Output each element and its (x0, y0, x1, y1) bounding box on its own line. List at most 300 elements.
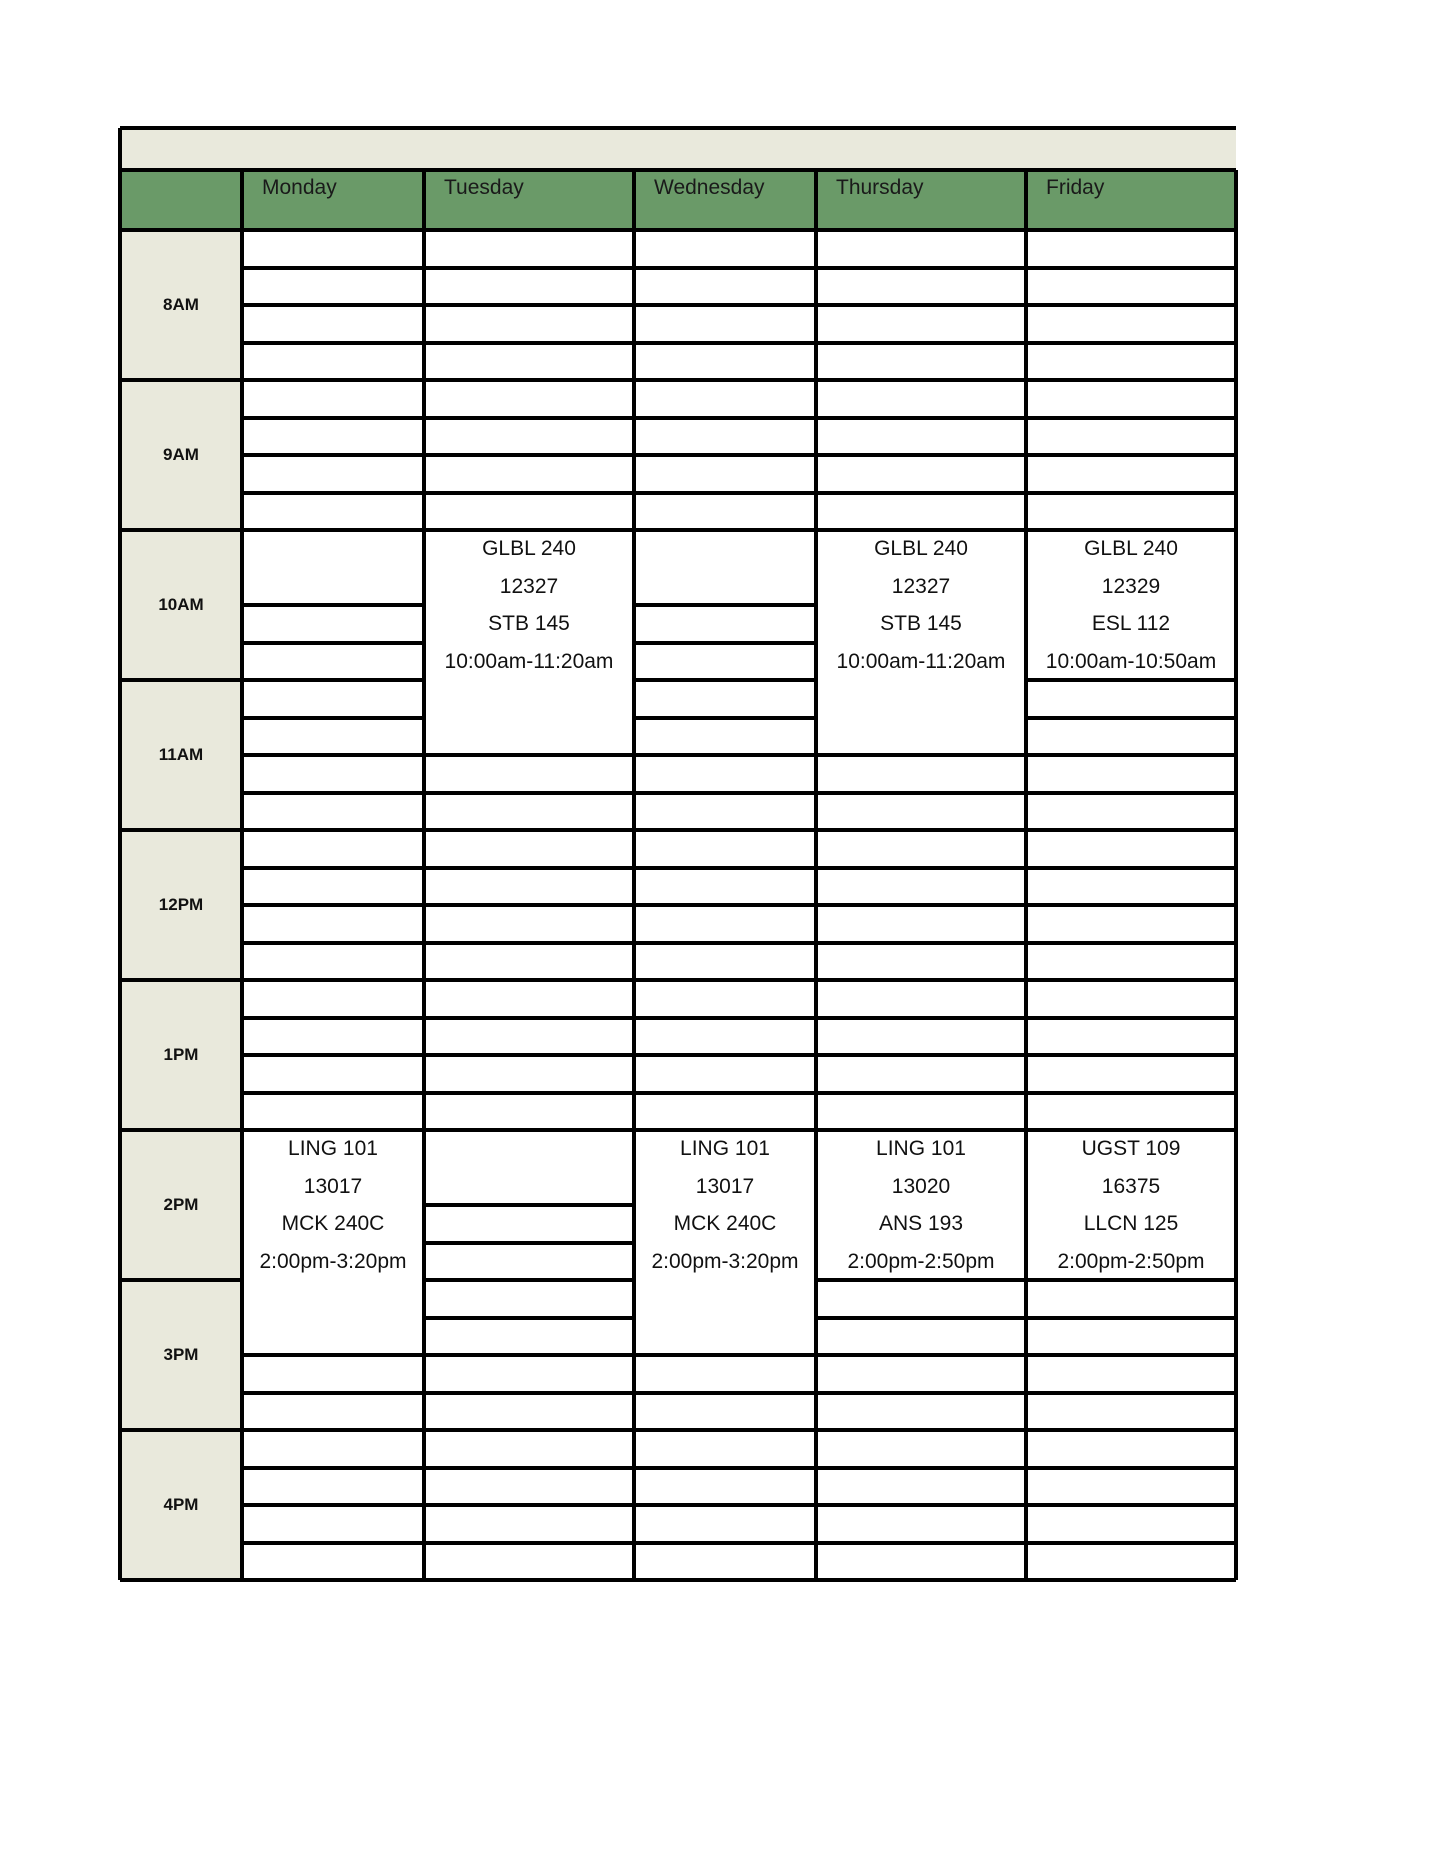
grid-line (242, 303, 424, 307)
schedule-slot[interactable] (242, 305, 424, 343)
schedule-slot[interactable] (1026, 1468, 1236, 1506)
day-header-tuesday (424, 170, 634, 230)
grid-line (424, 941, 634, 945)
grid-line (634, 1016, 816, 1020)
course-room: ANS 193 (878, 1212, 964, 1235)
grid-line (242, 716, 424, 720)
schedule-slot[interactable] (816, 493, 1026, 531)
schedule-slot[interactable] (1026, 905, 1236, 943)
grid-line (816, 828, 1026, 832)
course-block[interactable] (1026, 1130, 1236, 1280)
grid-line (634, 303, 816, 307)
grid-line (424, 228, 634, 232)
schedule-slot[interactable] (816, 830, 1026, 868)
grid-line (120, 1128, 242, 1132)
course-time: 2:00pm-2:50pm (847, 1249, 995, 1273)
schedule-slot[interactable] (242, 1505, 424, 1543)
grid-line (634, 266, 816, 270)
schedule-slot[interactable] (424, 1055, 634, 1093)
course-room: MCK 240C (281, 1212, 385, 1235)
grid-line (242, 416, 424, 420)
grid-line (242, 641, 424, 645)
grid-line (120, 528, 242, 532)
grid-line (242, 378, 424, 382)
grid-line (816, 1466, 1026, 1470)
schedule-slot[interactable] (634, 1018, 816, 1056)
grid-line (816, 266, 1026, 270)
schedule-slot[interactable] (634, 1355, 816, 1393)
grid-line (242, 1541, 424, 1545)
schedule-slot-merged[interactable] (634, 530, 816, 605)
schedule-slot[interactable] (242, 1093, 424, 1131)
schedule-slot[interactable] (816, 1468, 1026, 1506)
schedule-slot-merged[interactable] (242, 530, 424, 605)
schedule-slot[interactable] (1026, 455, 1236, 493)
schedule-slot[interactable] (424, 1243, 634, 1281)
schedule-slot[interactable] (816, 905, 1026, 943)
schedule-slot[interactable] (242, 643, 424, 681)
grid-line (422, 170, 426, 1580)
schedule-slot[interactable] (1026, 868, 1236, 906)
grid-line (424, 303, 634, 307)
grid-line (634, 228, 816, 232)
time-label-1pm: 1PM (120, 980, 242, 1130)
schedule-slot[interactable] (424, 1318, 634, 1356)
header-corner (120, 170, 242, 230)
grid-line (424, 341, 634, 345)
grid-line (1026, 1466, 1236, 1470)
day-header-thursday (816, 170, 1026, 230)
grid-line (424, 1578, 634, 1582)
grid-line (424, 1241, 634, 1245)
course-crn: 12327 (891, 574, 951, 598)
grid-line (120, 1578, 242, 1582)
schedule-slot[interactable] (1026, 1393, 1236, 1431)
schedule-slot[interactable] (816, 793, 1026, 831)
grid-line (120, 1278, 242, 1282)
grid-line (242, 1503, 424, 1507)
grid-line (816, 1428, 1026, 1432)
grid-line (1026, 1428, 1236, 1432)
grid-line (242, 1016, 424, 1020)
schedule-slot[interactable] (1026, 1355, 1236, 1393)
schedule-slot[interactable] (816, 1093, 1026, 1131)
grid-line (424, 1016, 634, 1020)
course-room: STB 145 (488, 612, 570, 635)
schedule-slot[interactable] (242, 605, 424, 643)
schedule-slot[interactable] (634, 305, 816, 343)
course-code: GLBL 240 (482, 537, 576, 560)
schedule-slot[interactable] (1026, 943, 1236, 981)
schedule-slot[interactable] (424, 1430, 634, 1468)
schedule-slot[interactable] (634, 455, 816, 493)
schedule-slot[interactable] (634, 943, 816, 981)
schedule-slot[interactable] (242, 905, 424, 943)
schedule-slot[interactable] (1026, 268, 1236, 306)
schedule-slot[interactable] (424, 980, 634, 1018)
schedule-slot[interactable] (424, 1355, 634, 1393)
schedule-slot[interactable] (1026, 755, 1236, 793)
schedule-slot[interactable] (816, 1280, 1026, 1318)
schedule-slot[interactable] (1026, 1430, 1236, 1468)
schedule-slot[interactable] (1026, 680, 1236, 718)
schedule-slot[interactable] (816, 943, 1026, 981)
schedule-slot[interactable] (1026, 1093, 1236, 1131)
grid-line (1026, 678, 1236, 682)
schedule-slot[interactable] (634, 1430, 816, 1468)
schedule-slot[interactable] (424, 793, 634, 831)
schedule-slot[interactable] (1026, 830, 1236, 868)
grid-line (1026, 266, 1236, 270)
grid-line (120, 828, 242, 832)
schedule-slot[interactable] (242, 718, 424, 756)
day-label-monday: Monday (262, 176, 337, 199)
grid-line (814, 170, 818, 1580)
grid-line (1026, 903, 1236, 907)
course-block[interactable] (424, 530, 634, 755)
schedule-slot[interactable] (424, 1205, 634, 1243)
schedule-slot[interactable] (242, 268, 424, 306)
grid-line (634, 1578, 816, 1582)
schedule-slot[interactable] (424, 755, 634, 793)
schedule-slot[interactable] (424, 493, 634, 531)
schedule-slot[interactable] (634, 343, 816, 381)
grid-line (242, 941, 424, 945)
schedule-slot[interactable] (424, 1393, 634, 1431)
schedule-slot[interactable] (242, 1355, 424, 1393)
grid-line (634, 603, 816, 607)
schedule-slot[interactable] (242, 980, 424, 1018)
schedule-slot[interactable] (242, 830, 424, 868)
grid-line (632, 170, 636, 1580)
schedule-slot[interactable] (816, 418, 1026, 456)
schedule-slot[interactable] (242, 755, 424, 793)
schedule-slot[interactable] (634, 680, 816, 718)
schedule-slot[interactable] (424, 1018, 634, 1056)
grid-line (816, 1391, 1026, 1395)
schedule-slot[interactable] (424, 418, 634, 456)
grid-line (634, 791, 816, 795)
grid-line (424, 866, 634, 870)
schedule-slot[interactable] (424, 305, 634, 343)
schedule-slot[interactable] (424, 1093, 634, 1131)
grid-line (816, 941, 1026, 945)
grid-line (634, 1128, 816, 1132)
grid-line (634, 1091, 816, 1095)
course-time: 10:00am-10:50am (1045, 649, 1217, 673)
course-code: LING 101 (680, 1137, 770, 1160)
grid-line (634, 1541, 816, 1545)
time-label-9am: 9AM (120, 380, 242, 530)
schedule-slot[interactable] (242, 1055, 424, 1093)
course-block[interactable] (816, 530, 1026, 755)
schedule-slot[interactable] (242, 230, 424, 268)
grid-line (242, 1578, 424, 1582)
schedule-slot[interactable] (634, 493, 816, 531)
grid-line (120, 378, 242, 382)
schedule-slot[interactable] (1026, 418, 1236, 456)
schedule-slot[interactable] (1026, 493, 1236, 531)
grid-line (1026, 716, 1236, 720)
schedule-slot[interactable] (634, 1468, 816, 1506)
schedule-slot[interactable] (1026, 343, 1236, 381)
grid-line (242, 753, 424, 757)
grid-line (424, 1466, 634, 1470)
grid-line (424, 753, 634, 757)
schedule-slot[interactable] (242, 493, 424, 531)
schedule-slot[interactable] (634, 1505, 816, 1543)
grid-line (1026, 453, 1236, 457)
schedule-slot[interactable] (242, 1393, 424, 1431)
schedule-slot[interactable] (424, 1280, 634, 1318)
schedule-slot[interactable] (242, 1018, 424, 1056)
grid-line (816, 1016, 1026, 1020)
schedule-slot[interactable] (634, 905, 816, 943)
grid-line (634, 341, 816, 345)
grid-line (816, 791, 1026, 795)
grid-line (816, 1503, 1026, 1507)
grid-line (816, 1316, 1026, 1320)
time-label-8am: 8AM (120, 230, 242, 380)
schedule-slot[interactable] (1026, 1018, 1236, 1056)
grid-line (1026, 1016, 1236, 1020)
schedule-slot[interactable] (816, 980, 1026, 1018)
course-block[interactable] (634, 1130, 816, 1355)
schedule-slot[interactable] (816, 1055, 1026, 1093)
schedule-slot[interactable] (816, 1318, 1026, 1356)
course-crn: 12327 (499, 574, 559, 598)
schedule-slot[interactable] (1026, 1280, 1236, 1318)
schedule-slot[interactable] (424, 343, 634, 381)
schedule-slot[interactable] (634, 643, 816, 681)
schedule-slot[interactable] (1026, 718, 1236, 756)
schedule-slot[interactable] (634, 1093, 816, 1131)
schedule-slot[interactable] (424, 905, 634, 943)
schedule-slot[interactable] (1026, 793, 1236, 831)
grid-line (120, 678, 242, 682)
schedule-slot[interactable] (816, 268, 1026, 306)
grid-line (1026, 416, 1236, 420)
schedule-slot[interactable] (634, 980, 816, 1018)
schedule-slot[interactable] (816, 1393, 1026, 1431)
schedule-slot[interactable] (634, 1393, 816, 1431)
course-code: LING 101 (876, 1137, 966, 1160)
course-crn: 12329 (1101, 574, 1161, 598)
grid-line (816, 228, 1026, 232)
schedule-slot[interactable] (424, 230, 634, 268)
course-crn: 13020 (891, 1174, 951, 1198)
schedule-slot[interactable] (816, 868, 1026, 906)
grid-line (242, 828, 424, 832)
schedule-slot[interactable] (816, 1505, 1026, 1543)
grid-line (424, 378, 634, 382)
course-room: MCK 240C (673, 1212, 777, 1235)
grid-line (634, 641, 816, 645)
schedule-slot[interactable] (634, 755, 816, 793)
grid-line (242, 866, 424, 870)
schedule-slot[interactable] (424, 830, 634, 868)
schedule-slot[interactable] (816, 305, 1026, 343)
grid-line (634, 453, 816, 457)
grid-line (1234, 170, 1238, 1580)
grid-line (424, 1503, 634, 1507)
schedule-slot-merged[interactable] (424, 1130, 634, 1205)
schedule-slot[interactable] (242, 1543, 424, 1581)
grid-line (242, 678, 424, 682)
schedule-slot[interactable] (816, 343, 1026, 381)
grid-line (242, 266, 424, 270)
grid-line (242, 491, 424, 495)
grid-line (634, 828, 816, 832)
schedule-slot[interactable] (242, 1468, 424, 1506)
day-label-wednesday: Wednesday (654, 176, 765, 199)
grid-line (634, 1053, 816, 1057)
schedule-slot[interactable] (816, 755, 1026, 793)
schedule-slot[interactable] (634, 380, 816, 418)
grid-line (424, 491, 634, 495)
course-block[interactable] (1026, 530, 1236, 680)
grid-line (1026, 828, 1236, 832)
schedule-slot[interactable] (1026, 1505, 1236, 1543)
grid-line (424, 416, 634, 420)
schedule-title-bar (120, 128, 1236, 170)
grid-line (424, 266, 634, 270)
schedule-slot[interactable] (424, 268, 634, 306)
grid-line (1026, 1578, 1236, 1582)
course-block[interactable] (242, 1130, 424, 1355)
schedule-slot[interactable] (1026, 1055, 1236, 1093)
time-label-4pm: 4PM (120, 1430, 242, 1580)
grid-line (634, 1428, 816, 1432)
schedule-slot[interactable] (1026, 1543, 1236, 1581)
grid-line (816, 341, 1026, 345)
schedule-slot[interactable] (634, 1055, 816, 1093)
course-block[interactable] (816, 1130, 1026, 1280)
grid-line (120, 228, 242, 232)
schedule-slot[interactable] (816, 230, 1026, 268)
time-label-3pm: 3PM (120, 1280, 242, 1430)
grid-line (242, 1466, 424, 1470)
grid-line (242, 1428, 424, 1432)
grid-line (424, 528, 634, 532)
schedule-slot[interactable] (1026, 230, 1236, 268)
grid-line (242, 528, 424, 532)
schedule-slot[interactable] (424, 1505, 634, 1543)
schedule-slot[interactable] (816, 380, 1026, 418)
schedule-slot[interactable] (242, 455, 424, 493)
course-time: 10:00am-11:20am (836, 649, 1006, 673)
schedule-slot[interactable] (424, 868, 634, 906)
schedule-slot[interactable] (634, 605, 816, 643)
course-code: UGST 109 (1081, 1137, 1181, 1160)
schedule-slot[interactable] (634, 718, 816, 756)
schedule-slot[interactable] (634, 830, 816, 868)
day-label-thursday: Thursday (836, 176, 924, 199)
grid-line (816, 1053, 1026, 1057)
schedule-slot[interactable] (242, 380, 424, 418)
grid-line (1026, 753, 1236, 757)
grid-line (424, 1541, 634, 1545)
schedule-slot[interactable] (816, 1355, 1026, 1393)
course-code: GLBL 240 (874, 537, 968, 560)
grid-line (634, 491, 816, 495)
course-code: LING 101 (288, 1137, 378, 1160)
schedule-slot[interactable] (242, 343, 424, 381)
schedule-slot[interactable] (424, 943, 634, 981)
grid-line (1026, 1353, 1236, 1357)
grid-line (816, 491, 1026, 495)
schedule-slot[interactable] (816, 1543, 1026, 1581)
grid-line (424, 1053, 634, 1057)
grid-line (816, 528, 1026, 532)
grid-line (1026, 791, 1236, 795)
schedule-slot[interactable] (634, 793, 816, 831)
grid-line (634, 1391, 816, 1395)
schedule-slot[interactable] (634, 868, 816, 906)
schedule-slot[interactable] (634, 1543, 816, 1581)
schedule-slot[interactable] (634, 268, 816, 306)
grid-line (816, 1128, 1026, 1132)
schedule-slot[interactable] (242, 1430, 424, 1468)
schedule-slot[interactable] (242, 943, 424, 981)
schedule-slot[interactable] (1026, 1318, 1236, 1356)
course-room: STB 145 (880, 612, 962, 635)
grid-line (242, 1391, 424, 1395)
schedule-slot[interactable] (634, 230, 816, 268)
grid-line (1026, 1053, 1236, 1057)
grid-line (1026, 941, 1236, 945)
schedule-slot[interactable] (242, 793, 424, 831)
grid-line (424, 1203, 634, 1207)
schedule-slot[interactable] (816, 1430, 1026, 1468)
grid-line (120, 126, 1236, 130)
grid-line (242, 978, 424, 982)
schedule-slot[interactable] (242, 680, 424, 718)
schedule-slot[interactable] (816, 455, 1026, 493)
course-crn: 13017 (695, 1174, 755, 1198)
grid-line (816, 1541, 1026, 1545)
schedule-slot[interactable] (1026, 305, 1236, 343)
schedule-slot[interactable] (816, 1018, 1026, 1056)
grid-line (816, 1353, 1026, 1357)
day-header-monday (242, 170, 424, 230)
grid-line (634, 716, 816, 720)
schedule-slot[interactable] (424, 380, 634, 418)
schedule-slot[interactable] (634, 418, 816, 456)
schedule-slot[interactable] (424, 1468, 634, 1506)
schedule-slot[interactable] (242, 868, 424, 906)
grid-line (634, 678, 816, 682)
grid-line (634, 866, 816, 870)
grid-line (242, 1091, 424, 1095)
grid-line (816, 378, 1026, 382)
schedule-slot[interactable] (1026, 380, 1236, 418)
schedule-slot[interactable] (424, 1543, 634, 1581)
grid-line (1026, 1091, 1236, 1095)
course-time: 10:00am-11:20am (444, 649, 614, 673)
schedule-slot[interactable] (242, 418, 424, 456)
grid-line (242, 1128, 424, 1132)
grid-line (634, 416, 816, 420)
time-label-12pm: 12PM (120, 830, 242, 980)
course-room: LLCN 125 (1083, 1212, 1179, 1235)
grid-line (424, 828, 634, 832)
schedule-slot[interactable] (424, 455, 634, 493)
schedule-slot[interactable] (1026, 980, 1236, 1018)
grid-line (816, 303, 1026, 307)
grid-line (634, 1503, 816, 1507)
grid-line (120, 1428, 242, 1432)
